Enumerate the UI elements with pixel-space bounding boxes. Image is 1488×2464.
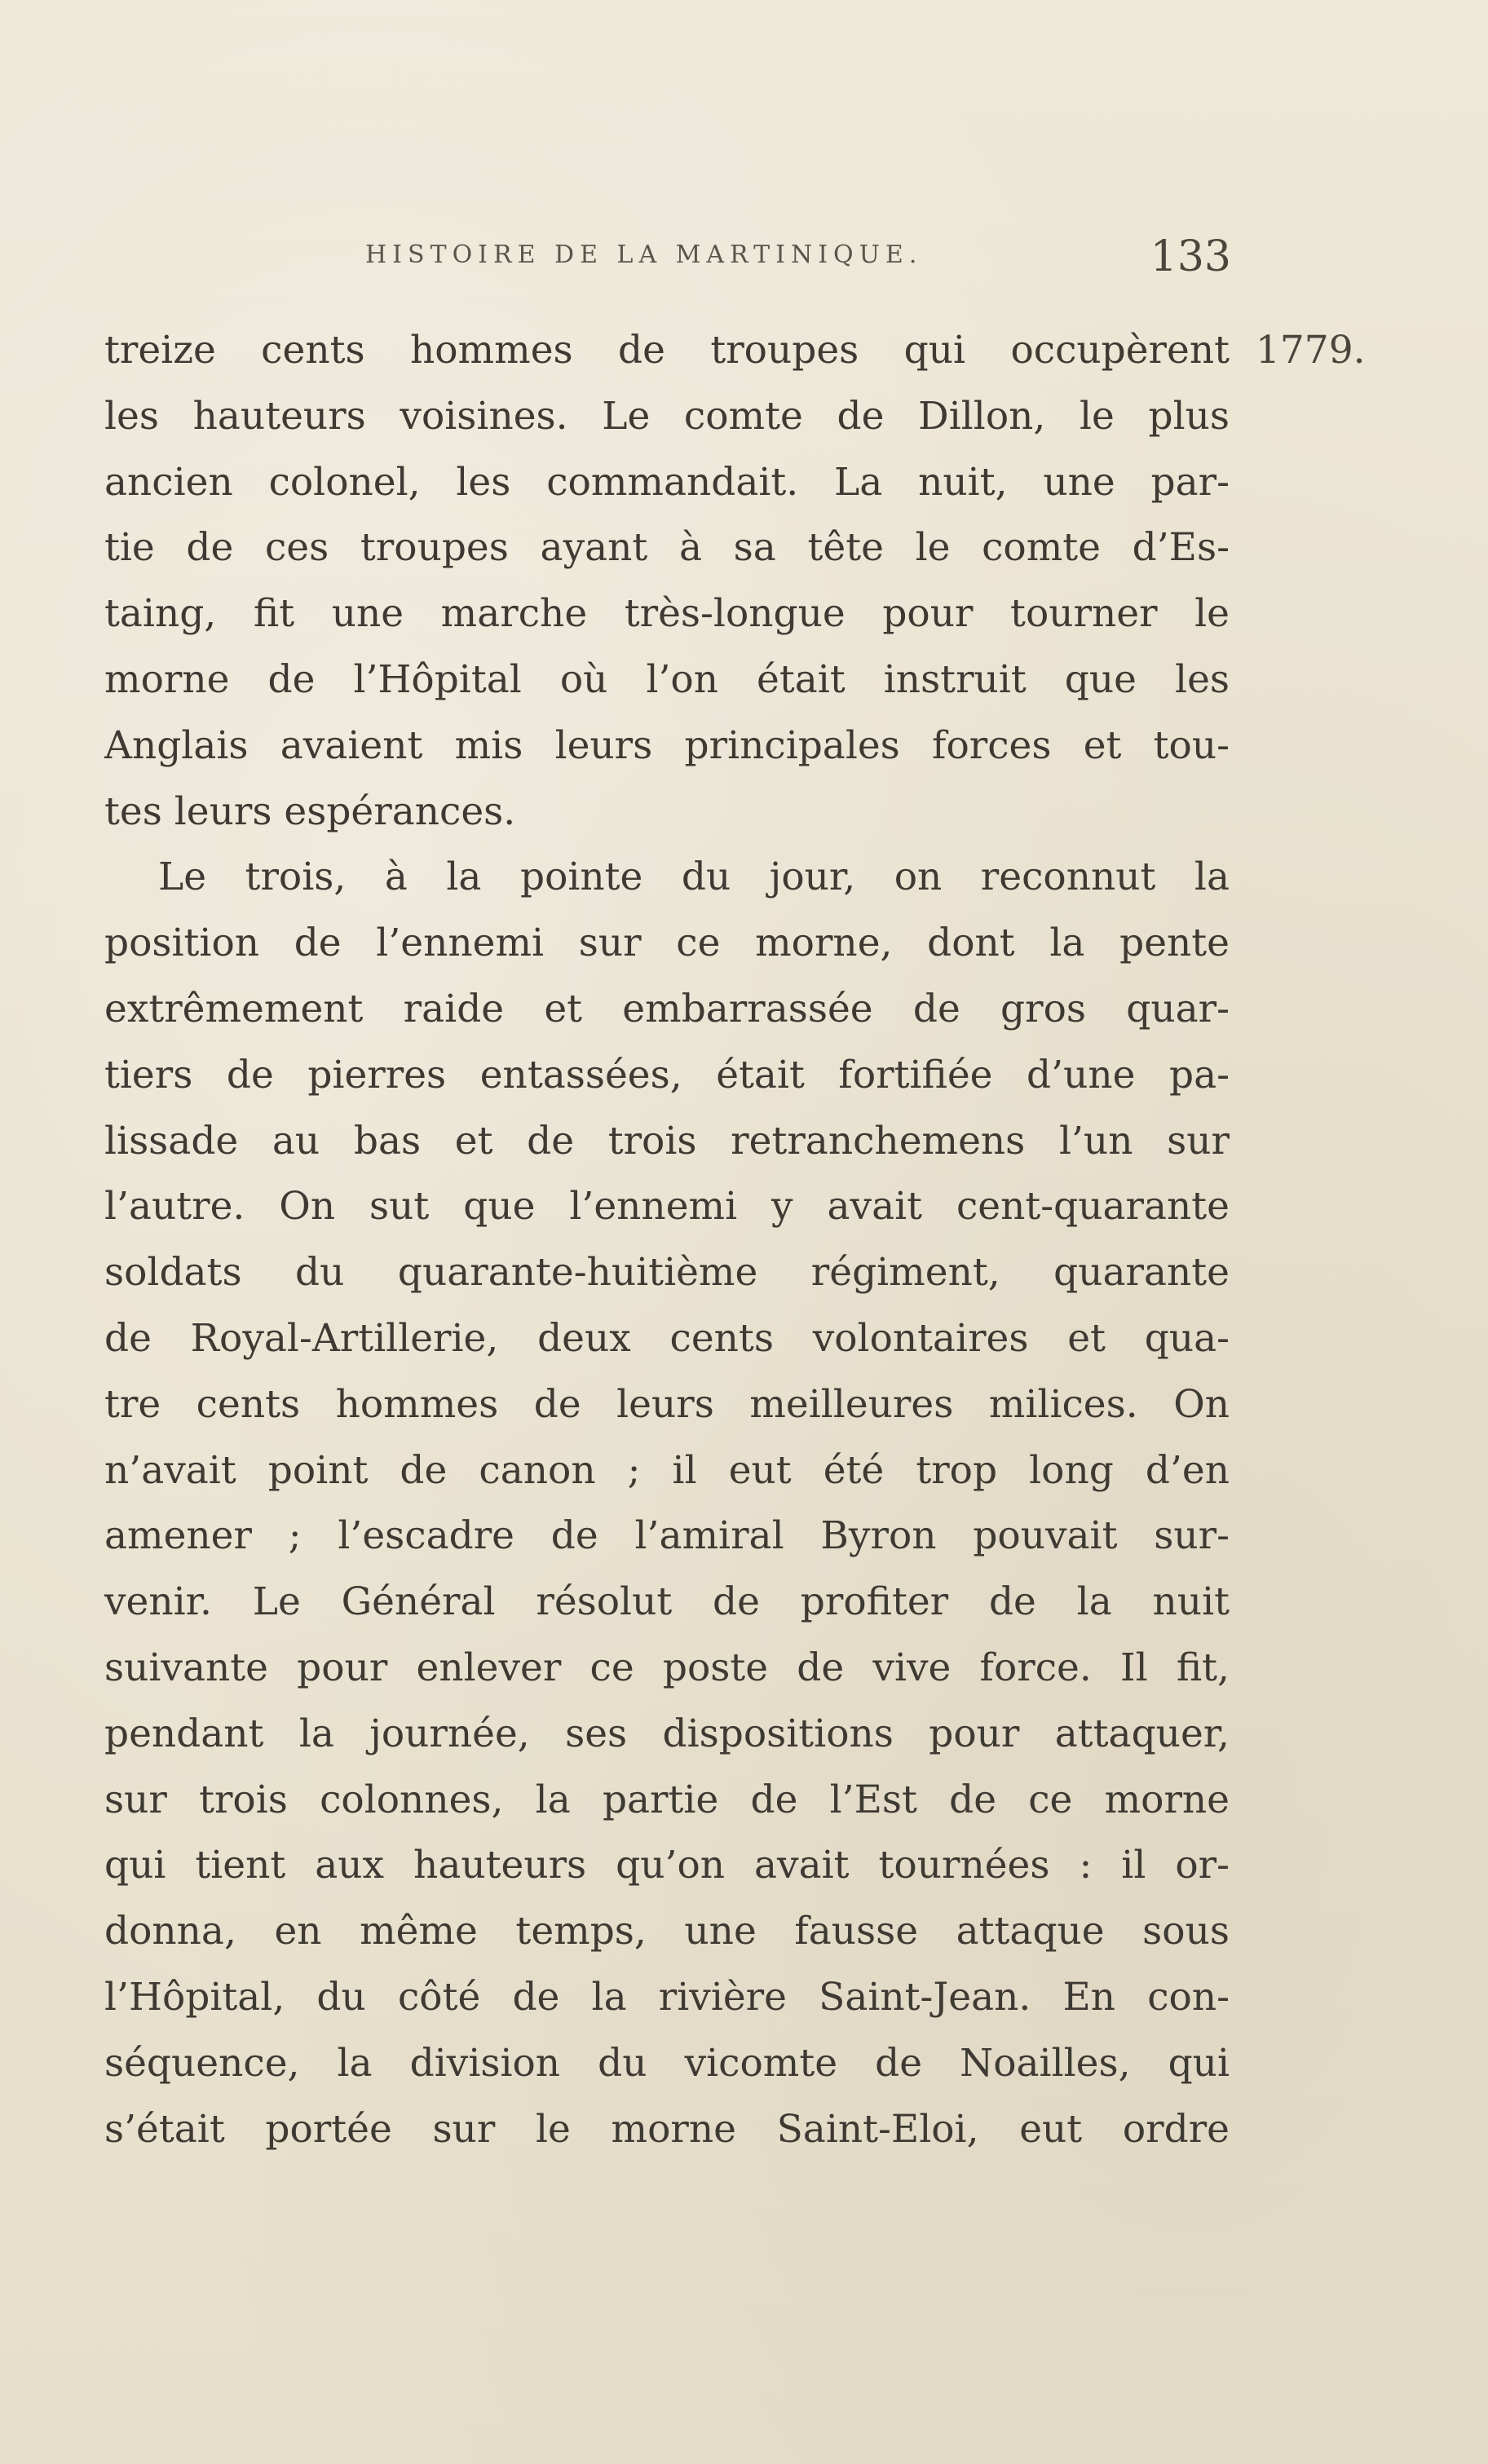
text-line: tiers de pierres entassées, était fortifiée d’une pa- — [104, 1052, 1230, 1097]
text-line: morne de l’Hôpital où l’on était instruit que les — [104, 656, 1230, 702]
text-line: treize cents hommes de troupes qui occupèrent — [104, 328, 1230, 373]
text-line: taing, fit une marche très-longue pour tourner le — [104, 591, 1230, 637]
text-line: tie de ces troupes ayant à sa tête le comte d’Es- — [104, 525, 1230, 571]
text-line: lissade au bas et de trois retranchemens l’un sur — [104, 1118, 1230, 1164]
text-line: amener ; l’escadre de l’amiral Byron pouvait sur- — [104, 1513, 1230, 1559]
text-line: extrêmement raide et embarrassée de gros quar- — [104, 986, 1230, 1031]
paragraph-1 — [104, 318, 1230, 845]
text-line: s’était portée sur le morne Saint-Eloi, eut ordre — [104, 2106, 1230, 2152]
text-line: séquence, la division du vicomte de Noailles, qui — [104, 2040, 1230, 2086]
text-line: les hauteurs voisines. Le comte de Dillon, le plus — [104, 393, 1230, 439]
text-line: sur trois colonnes, la partie de l’Est de ce morne — [104, 1777, 1230, 1822]
text-line: de Royal-Artillerie, deux cents volontaires et qua- — [104, 1315, 1230, 1361]
text-line: l’autre. On sut que l’ennemi y avait cent-quarante — [104, 1184, 1230, 1230]
running-title: HISTOIRE DE LA MARTINIQUE. — [365, 241, 923, 269]
text-line: tre cents hommes de leurs meilleures milices. On — [104, 1381, 1230, 1427]
page-number: 133 — [1150, 232, 1231, 281]
text-line: pendant la journée, ses dispositions pour attaquer, — [104, 1711, 1230, 1756]
running-head — [365, 232, 1246, 289]
text-line: Anglais avaient mis leurs principales forces et tou- — [104, 722, 1230, 768]
text-line: soldats du quarante-huitième régiment, quarante — [104, 1250, 1230, 1296]
text-line: tes leurs espérances. — [104, 788, 516, 834]
body-text — [104, 318, 1230, 2162]
margin-year-note: 1779. — [1256, 328, 1366, 373]
paragraph-2 — [104, 845, 1230, 2162]
text-line: suivante pour enlever ce poste de vive force. Il fit, — [104, 1645, 1230, 1690]
text-line: Le trois, à la pointe du jour, on reconnut la — [158, 854, 1230, 900]
text-line: donna, en même temps, une fausse attaque sous — [104, 1909, 1230, 1954]
text-line: qui tient aux hauteurs qu’on avait tournées : il or- — [104, 1843, 1230, 1888]
text-line: venir. Le Général résolut de profiter de la nuit — [104, 1579, 1230, 1625]
text-line: position de l’ennemi sur ce morne, dont la pente — [104, 921, 1230, 966]
text-line: n’avait point de canon ; il eut été trop long d’en — [104, 1447, 1230, 1493]
text-line: ancien colonel, les commandait. La nuit, une par- — [104, 459, 1230, 505]
text-line: l’Hôpital, du côté de la rivière Saint-Jean. En con- — [104, 1974, 1230, 2020]
